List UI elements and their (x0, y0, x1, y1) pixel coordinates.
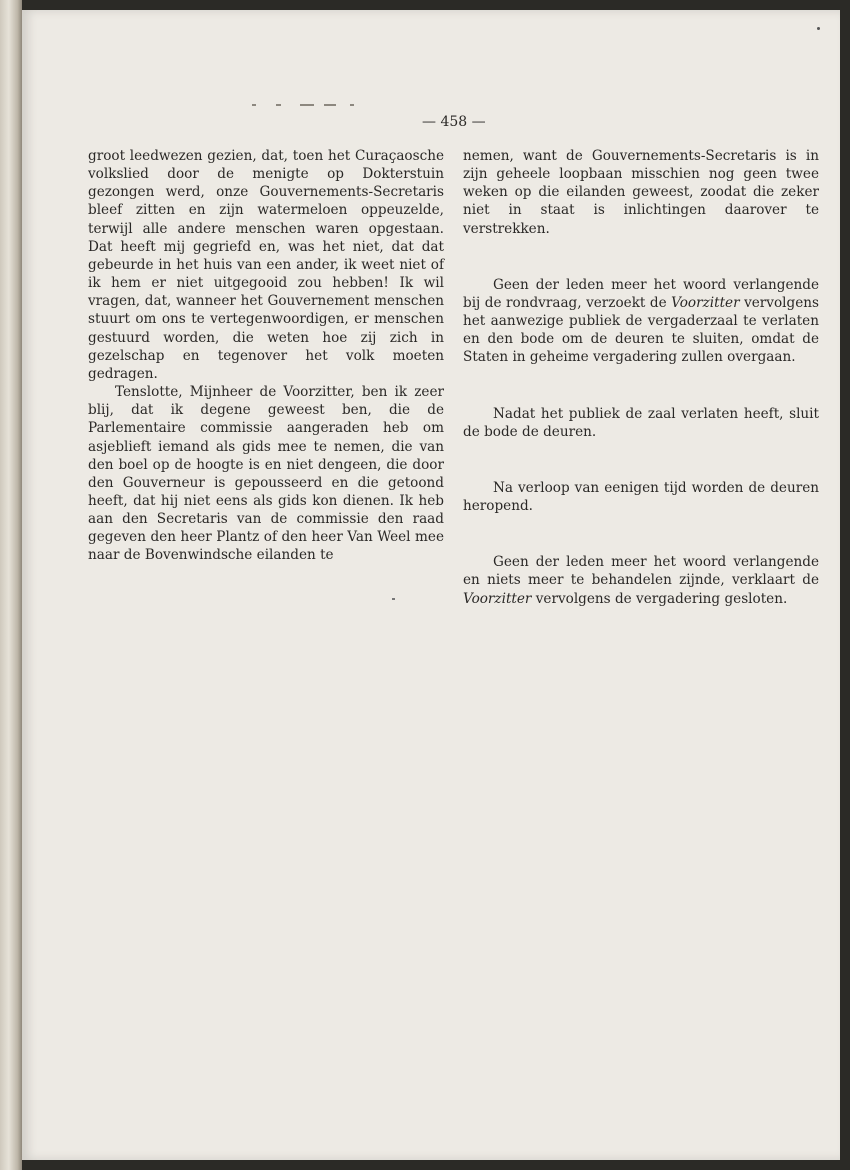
left-column (88, 147, 444, 565)
right-paragraph-5: Geen der leden meer het woord verlangende en niets meer te behandelen zijnde, verklaart de Voorzitter vervolgens de vergadering gesloten. (463, 554, 819, 607)
right-paragraph-2: Geen der leden meer het woord verlangende bij de rondvraag, verzoekt de Voorzitter vervolgens het aanwezige publiek de vergaderzaal te verlaten en den bode om de deuren te sluiten, omdat de Staten in geheime vergadering zullen overgaan. (463, 276, 819, 366)
left-paragraph-2: Tenslotte, Mijnheer de Voorzitter, ben ik zeer blij, dat ik degene geweest ben, die de Parlementaire commissie aangeraden heb om asjeblieft iemand als gids mee te nemen, die van den boel op de hoogte is en niet dengeen, die door den Gouverneur is gepousseerd en die getoond heeft, dat hij niet eens als gids kon dienen. Ik heb aan den Secretaris van de commissie den raad gegeven den heer Plantz of den heer Van Weel mee naar de Bovenwindsche eilanden te (88, 384, 444, 564)
right-paragraph-1: nemen, want de Gouvernements-Secretaris is in zijn geheele loopbaan misschien nog geen twee weken op die eilanden geweest, zoodat die zeker niet in staat is inlichtingen daarover te verstrekken. (463, 148, 819, 237)
document-page (22, 10, 840, 1160)
right-paragraph-3: Nadat het publiek de zaal verlaten heeft, sluit de bode de deuren. (463, 405, 819, 440)
right-column (463, 147, 819, 608)
scan-speck (817, 27, 820, 30)
scan-speck (392, 598, 395, 600)
scan-binding-edge (0, 0, 22, 1170)
right-paragraph-4: Na verloop van eenigen tijd worden de deuren heropend. (463, 479, 819, 515)
page-number: — 458 — (422, 114, 486, 130)
header-rule-marks (252, 104, 362, 110)
left-paragraph-1: groot leedwezen gezien, dat, toen het Curaçaosche volkslied door de menigte op Dokterstuin gezongen werd, onze Gouvernements-Secretaris bleef zitten en zijn watermeloen oppeuzelde, terwijl alle andere menschen waren opgestaan. Dat heeft mij gegriefd en, was het niet, dat dat gebeurde in het huis van een ander, ik weet niet of ik hem er niet uitgegooid zou hebben! Ik wil vragen, dat, wanneer het Gouvernement menschen stuurt om ons te vertegenwoordigen, er menschen gestuurd worden, die weten hoe zij zich in gezelschap en tegenover het volk moeten gedragen. (88, 148, 444, 382)
